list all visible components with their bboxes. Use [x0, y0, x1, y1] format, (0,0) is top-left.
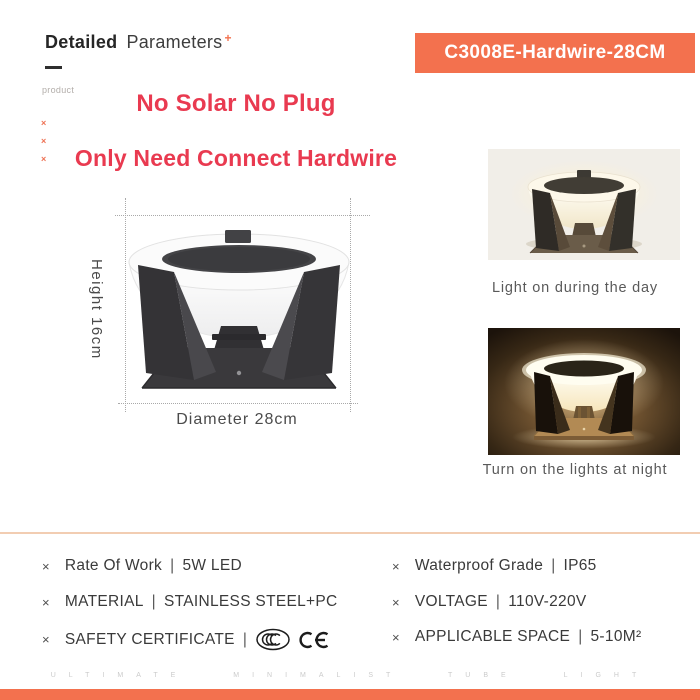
hero-line-1: No Solar No Plug — [136, 90, 336, 117]
height-dimension-label: Height 16cm — [88, 258, 105, 360]
section-divider — [0, 532, 700, 534]
spec-row — [392, 593, 587, 611]
spec-label: Rate Of Work — [64, 557, 163, 574]
title-detailed: Detailed — [45, 32, 118, 52]
product-lamp-illustration — [118, 210, 358, 410]
spec-value: 5-10M² — [590, 628, 642, 645]
spec-separator: | — [170, 557, 175, 574]
diameter-dimension-label: Diameter 28cm — [176, 411, 298, 428]
cross-bullet-icon: × — [42, 558, 50, 574]
spec-label: Waterproof Grade — [414, 557, 544, 574]
spec-value: 110V-220V — [508, 593, 587, 610]
day-photo-caption: Light on during the day — [492, 280, 658, 296]
spec-row — [42, 593, 338, 611]
cross-bullet-icon: × — [42, 632, 50, 647]
cross-bullet-icon: × — [41, 154, 47, 164]
night-photo — [488, 328, 680, 455]
cross-bullet-icon: × — [392, 594, 400, 610]
spec-row — [42, 628, 330, 651]
brand-watermark: ULTIMATE MINIMALIST TUBE LIGHT — [50, 672, 650, 679]
title-underline — [45, 66, 62, 69]
night-photo-caption: Turn on the lights at night — [482, 462, 668, 478]
ccc-icon — [255, 628, 291, 651]
spec-separator: | — [578, 628, 583, 645]
spec-row — [392, 557, 597, 575]
spec-value: 5W LED — [182, 557, 242, 574]
spec-row — [392, 628, 641, 646]
product-eyebrow-label: product — [42, 85, 75, 95]
spec-separator: | — [551, 557, 556, 574]
spec-separator: | — [242, 630, 248, 648]
cross-bullet-icon: × — [41, 136, 47, 146]
spec-row — [42, 557, 242, 575]
cross-bullet-icon: × — [42, 594, 50, 610]
spec-separator: | — [151, 593, 156, 610]
cross-bullet-icon: × — [392, 629, 400, 645]
spec-label: MATERIAL — [64, 593, 144, 610]
ce-icon — [298, 629, 330, 651]
spec-label: VOLTAGE — [414, 593, 488, 610]
model-badge: C3008E-Hardwire-28CM — [415, 33, 695, 73]
spec-value: STAINLESS STEEL+PC — [164, 593, 338, 610]
cross-bullet-icon: × — [41, 118, 47, 128]
certification-icons — [255, 628, 330, 651]
spec-separator: | — [495, 593, 501, 610]
day-photo — [488, 149, 680, 260]
spec-value: IP65 — [563, 557, 597, 574]
spec-label: SAFETY CERTIFICATE — [64, 630, 235, 648]
plus-icon: + — [224, 31, 232, 45]
hero-line-2: Only Need Connect Hardwire — [74, 145, 398, 171]
bottom-accent-bar — [0, 689, 700, 700]
cross-bullet-icon: × — [392, 558, 400, 574]
title-parameters: Parameters — [126, 32, 223, 52]
spec-label: APPLICABLE SPACE — [414, 628, 571, 645]
page-title — [45, 31, 232, 53]
